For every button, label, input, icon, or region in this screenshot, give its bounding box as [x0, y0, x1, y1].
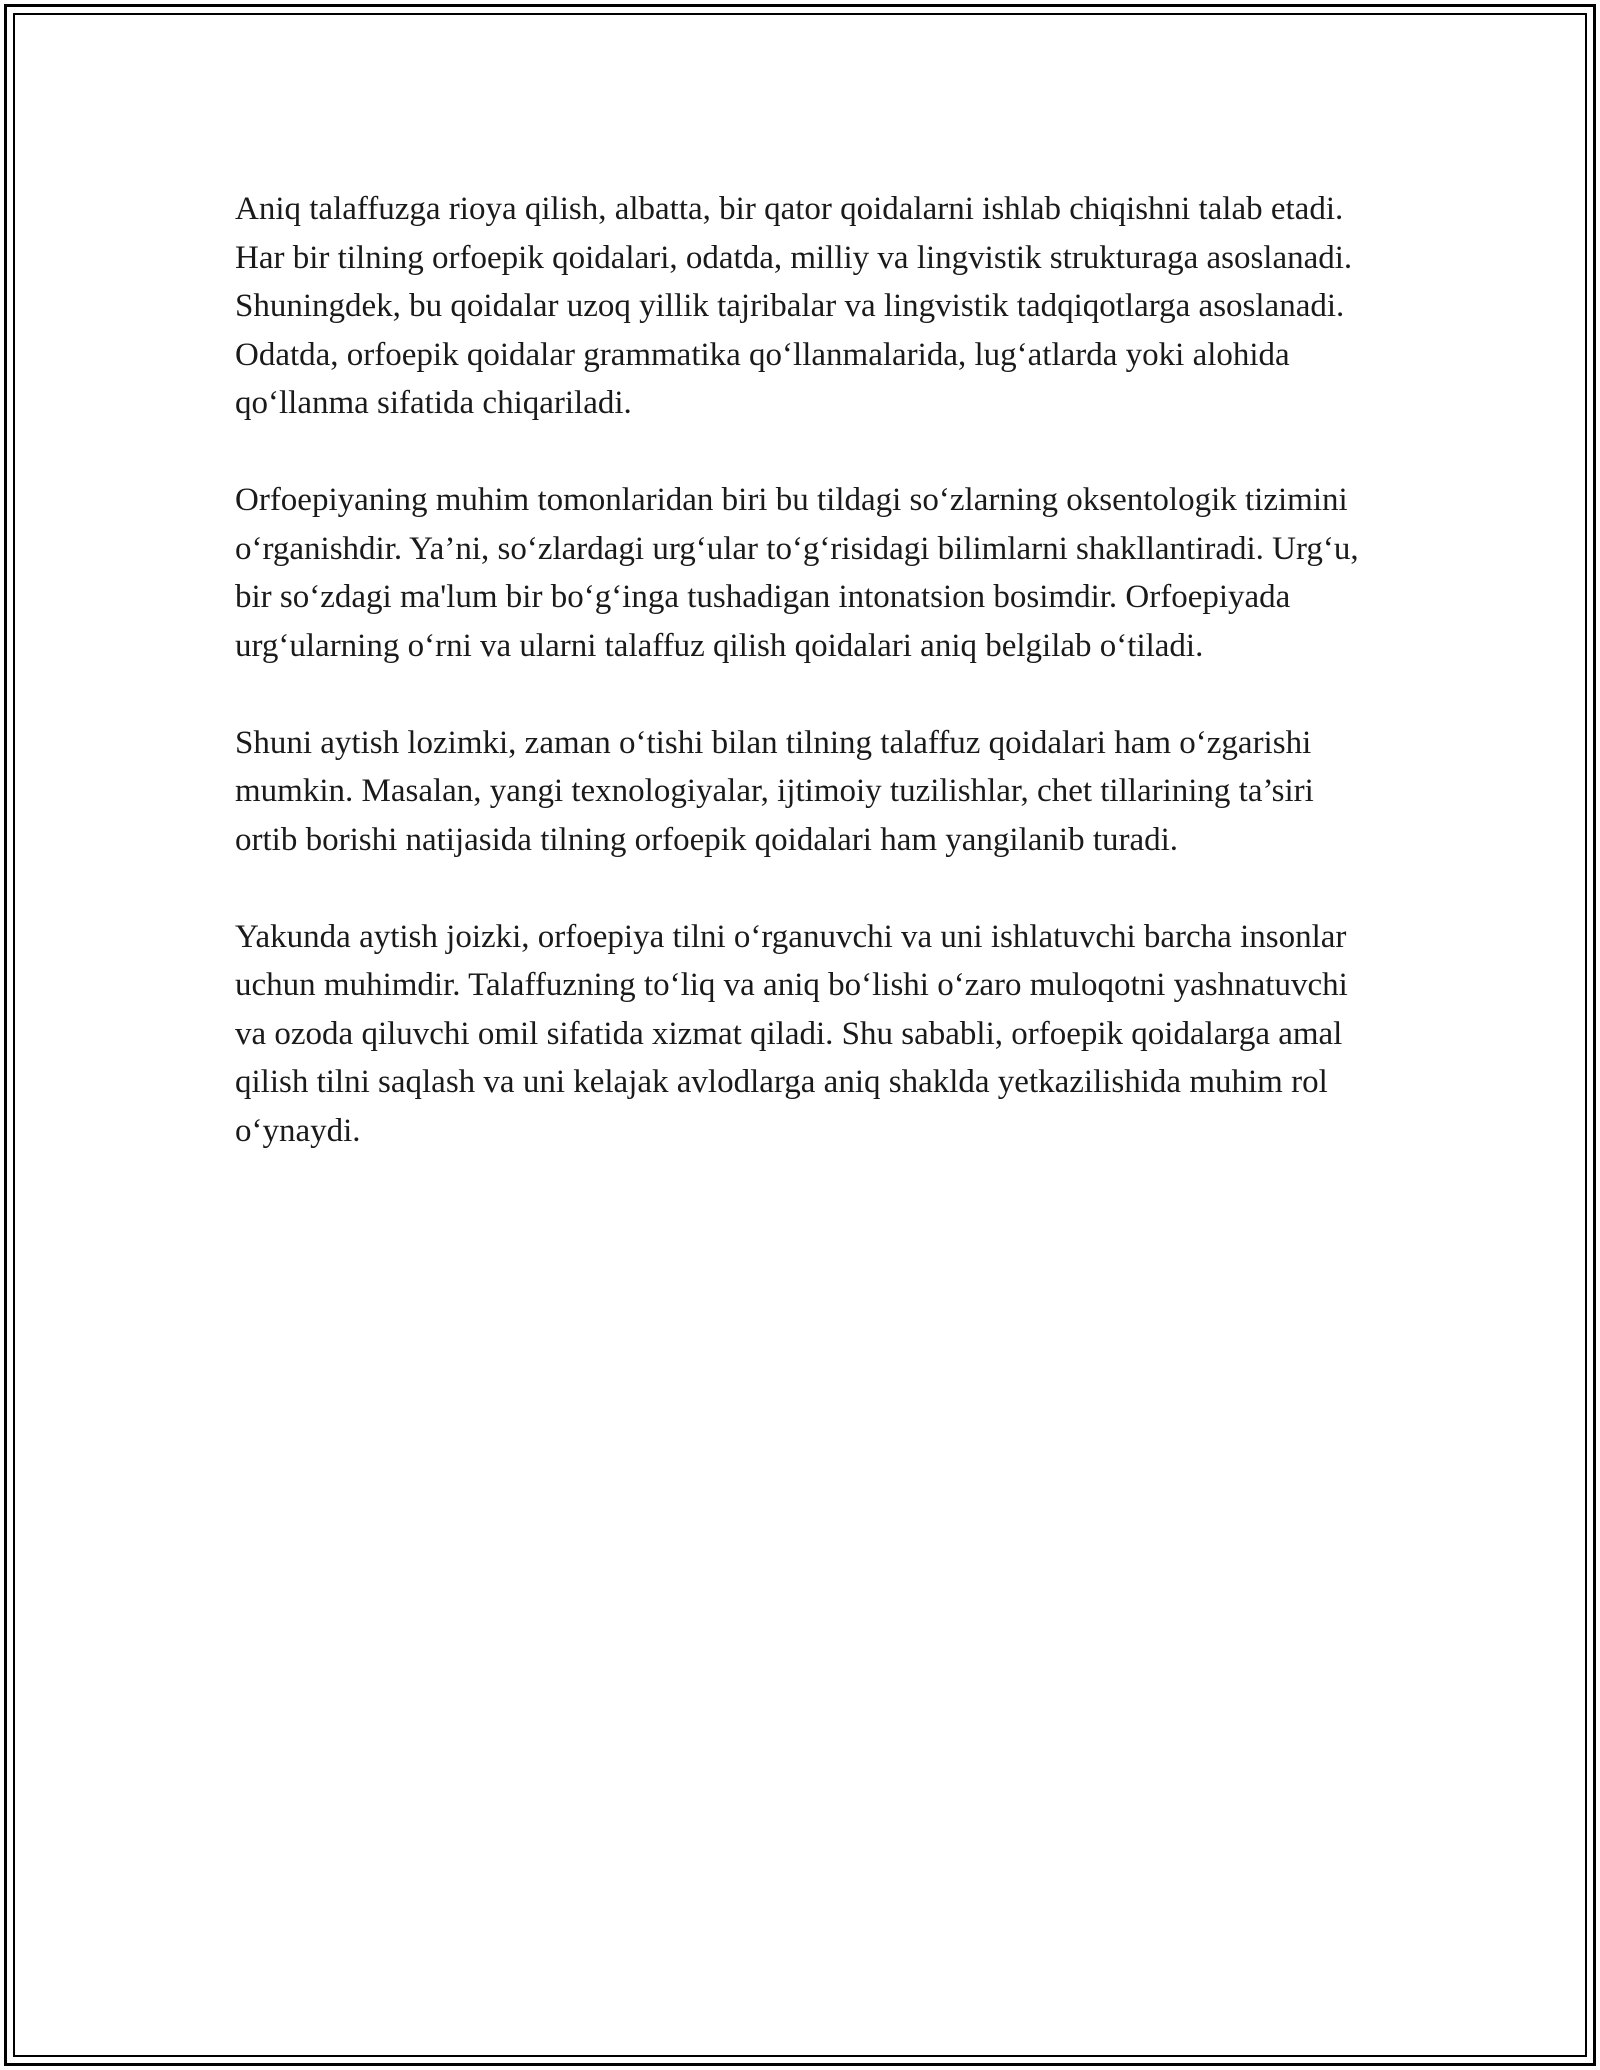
paragraph-2: Orfoepiyaning muhim tomonlaridan biri bu tildagi so‘zlarning oksentologik tizimini o‘rganishdir. Ya’ni, so‘zlardagi urg‘ular to‘g‘risidagi bilimlarni shakllantiradi. Urg‘u, bir so‘zdagi ma'lum bir bo‘g‘inga tushadigan intonatsion bosimdir. Orfoepiyada urg‘ularning o‘rni va ularni talaffuz qilish qoidalari aniq belgilab o‘tiladi.: [235, 482, 1359, 664]
paragraph-4: Yakunda aytish joizki, orfoepiya tilni o‘rganuvchi va uni ishlatuvchi barcha insonlar uchun muhimdir. Talaffuzning to‘liq va aniq bo‘lishi o‘zaro muloqotni yashnatuvchi va ozoda qiluvchi omil sifatida xizmat qiladi. Shu sababli, orfoepik qoidalarga amal qilish tilni saqlash va uni kelajak avlodlarga aniq shaklda yetkazilishida muhim rol o‘ynaydi.: [235, 918, 1348, 1149]
paragraph-3: Shuni aytish lozimki, zaman o‘tishi bilan tilning talaffuz qoidalari ham o‘zgarishi mumkin. Masalan, yangi texnologiyalar, ijtimoiy tuzilishlar, chet tillarining ta’siri ortib borishi natijasida tilning orfoepik qoidalari ham yangilanib turadi.: [235, 724, 1314, 858]
paragraph-1: Aniq talaffuzga rioya qilish, albatta, bir qator qoidalarni ishlab chiqishni talab etadi. Har bir tilning orfoepik qoidalari, odatda, milliy va lingvistik strukturaga asoslanadi. Shuningdek, bu qoidalar uzoq yillik tajribalar va lingvistik tadqiqotlarga asoslanadi. Odatda, orfoepik qoidalar grammatika qo‘llanmalarida, lug‘atlarda yoki alohida qo‘llanma sifatida chiqariladi.: [235, 191, 1353, 421]
document-body: [235, 185, 1375, 1204]
